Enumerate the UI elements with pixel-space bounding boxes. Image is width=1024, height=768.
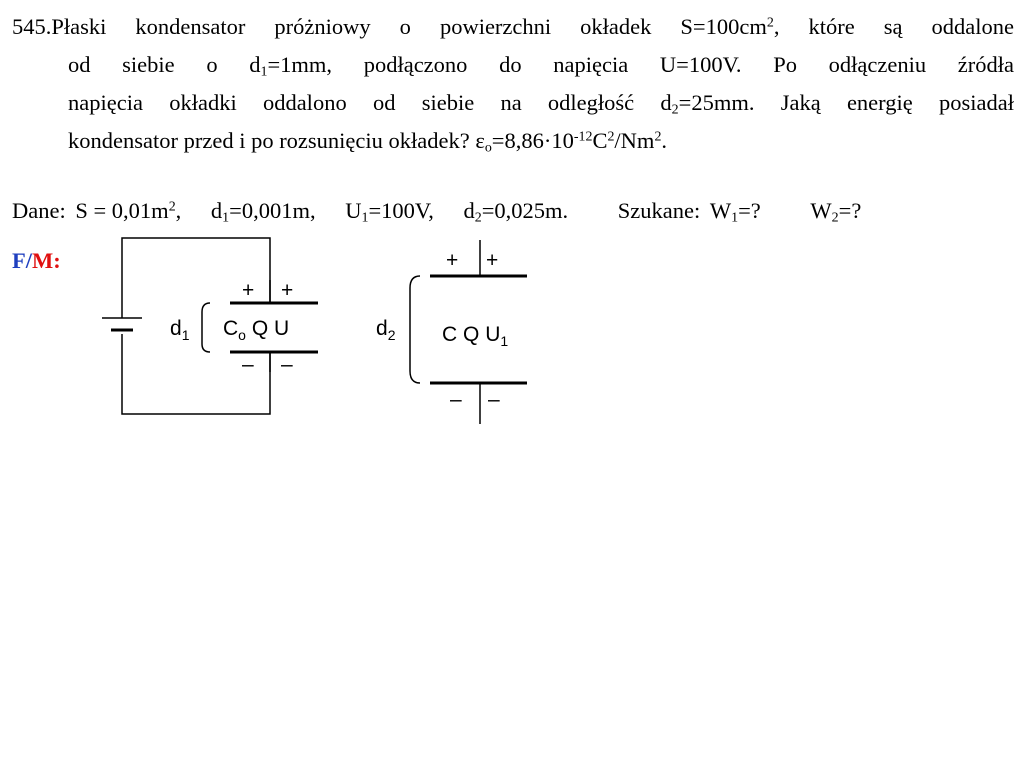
plus-sign: + [486, 249, 499, 272]
capacitor-label: C Q $U_1$ [442, 323, 509, 349]
plus-sign: + [242, 279, 255, 302]
minus-sign: – [450, 388, 462, 411]
right-capacitor-labels [376, 249, 508, 411]
sought-w1: $W_1=$? [709, 198, 761, 226]
problem-line-1: 545.Płaski kondensator próżniowy o powierzchni okładek $S=100cm^2$, które są oddalone [12, 14, 1014, 39]
d2-label: $d_2$ [376, 317, 396, 343]
given-u1: $U_1=100V$, [345, 198, 434, 226]
sought-w2: $W_2=$? [810, 198, 862, 226]
capacitor-label: $C_o$ Q U [223, 317, 290, 343]
given-s: $S = 0,01m^2$, [75, 198, 182, 223]
d2-brace [410, 276, 420, 383]
d1-brace [202, 303, 210, 352]
given-d1: $d_1=0,001m$, [210, 198, 316, 226]
left-circuit-labels [170, 279, 293, 376]
problem-line-3: napięcia okładki oddalono od siebie na odległość $d_2=25mm$. Jaką energię posiadał [68, 90, 1014, 118]
dane-label: Dane: [12, 198, 66, 223]
circuit-wire [122, 238, 270, 318]
minus-sign: – [242, 353, 254, 376]
minus-sign: – [281, 353, 293, 376]
minus-sign: – [488, 388, 500, 411]
problem-line-2: od siebie o $d_1=1mm$, podłączono do napięcia U=100V. Po odłączeniu źródła [68, 52, 1014, 80]
plus-sign: + [446, 249, 459, 272]
given-d2: $d_2=0,025m$. [463, 198, 569, 226]
szukane-label: Szukane: [617, 198, 701, 223]
plus-sign: + [281, 279, 294, 302]
problem-line-4: kondensator przed i po rozsunięciu okładek? $\varepsilon_o=8,86\cdot 10^{-12}C^2/Nm^2$. [68, 128, 668, 156]
fm-label: F/M: [12, 248, 61, 273]
d1-label: $d_1$ [170, 317, 190, 343]
